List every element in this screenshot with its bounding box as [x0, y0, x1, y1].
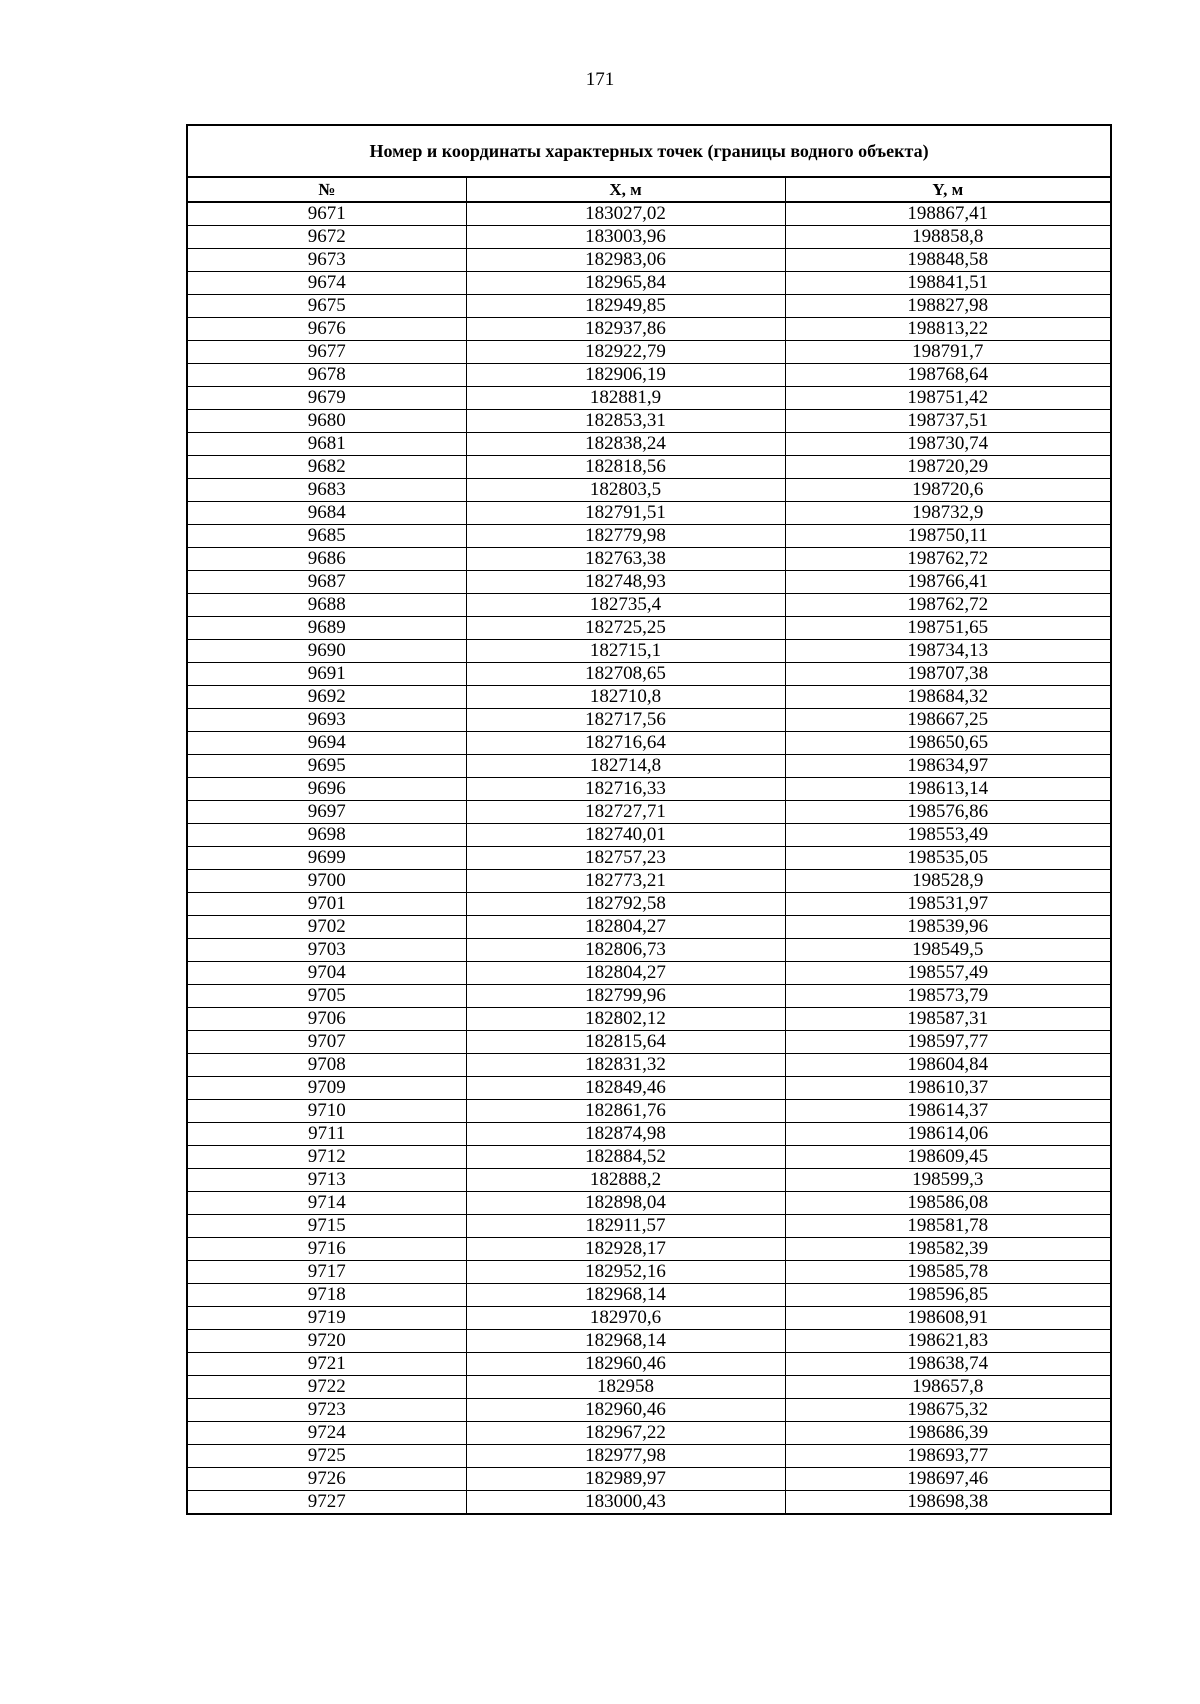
table-row: [187, 1077, 1111, 1100]
table-row: [187, 1192, 1111, 1215]
point-number-cell: 9680: [187, 410, 466, 433]
table-row: [187, 640, 1111, 663]
point-number-cell: 9694: [187, 732, 466, 755]
table-header-row: [187, 177, 1111, 202]
point-number-cell: 9689: [187, 617, 466, 640]
table-row: [187, 1031, 1111, 1054]
y-coordinate-cell: 198549,5: [785, 939, 1111, 962]
point-number-cell: 9727: [187, 1491, 466, 1515]
point-number-cell: 9696: [187, 778, 466, 801]
y-coordinate-cell: 198597,77: [785, 1031, 1111, 1054]
x-coordinate-cell: 182735,4: [466, 594, 785, 617]
table-row: [187, 364, 1111, 387]
point-number-cell: 9710: [187, 1100, 466, 1123]
x-coordinate-cell: 182849,46: [466, 1077, 785, 1100]
table-row: [187, 1238, 1111, 1261]
y-coordinate-cell: 198585,78: [785, 1261, 1111, 1284]
point-number-cell: 9699: [187, 847, 466, 870]
table-row: [187, 939, 1111, 962]
y-coordinate-cell: 198675,32: [785, 1399, 1111, 1422]
y-coordinate-cell: 198528,9: [785, 870, 1111, 893]
y-coordinate-cell: 198751,42: [785, 387, 1111, 410]
y-coordinate-cell: 198848,58: [785, 249, 1111, 272]
point-number-cell: 9702: [187, 916, 466, 939]
y-coordinate-cell: 198604,84: [785, 1054, 1111, 1077]
point-number-cell: 9712: [187, 1146, 466, 1169]
y-coordinate-cell: 198858,8: [785, 226, 1111, 249]
point-number-cell: 9706: [187, 1008, 466, 1031]
y-coordinate-cell: 198762,72: [785, 548, 1111, 571]
y-coordinate-cell: 198634,97: [785, 755, 1111, 778]
x-coordinate-cell: 182716,64: [466, 732, 785, 755]
y-coordinate-cell: 198573,79: [785, 985, 1111, 1008]
table-row: [187, 916, 1111, 939]
x-coordinate-cell: 182806,73: [466, 939, 785, 962]
point-number-cell: 9707: [187, 1031, 466, 1054]
table-row: [187, 1491, 1111, 1515]
x-coordinate-cell: 182888,2: [466, 1169, 785, 1192]
table-row: [187, 295, 1111, 318]
y-coordinate-cell: 198693,77: [785, 1445, 1111, 1468]
point-number-cell: 9695: [187, 755, 466, 778]
x-coordinate-cell: 182928,17: [466, 1238, 785, 1261]
x-coordinate-cell: 182968,14: [466, 1284, 785, 1307]
y-coordinate-cell: 198827,98: [785, 295, 1111, 318]
table-row: [187, 1215, 1111, 1238]
y-coordinate-cell: 198707,38: [785, 663, 1111, 686]
table-row: [187, 755, 1111, 778]
point-number-cell: 9676: [187, 318, 466, 341]
column-header-number: №: [187, 177, 466, 202]
x-coordinate-cell: 182792,58: [466, 893, 785, 916]
table-row: [187, 1008, 1111, 1031]
table-row: [187, 1054, 1111, 1077]
x-coordinate-cell: 182989,97: [466, 1468, 785, 1491]
y-coordinate-cell: 198667,25: [785, 709, 1111, 732]
x-coordinate-cell: 182725,25: [466, 617, 785, 640]
point-number-cell: 9693: [187, 709, 466, 732]
table-row: [187, 870, 1111, 893]
y-coordinate-cell: 198539,96: [785, 916, 1111, 939]
point-number-cell: 9714: [187, 1192, 466, 1215]
point-number-cell: 9708: [187, 1054, 466, 1077]
y-coordinate-cell: 198867,41: [785, 202, 1111, 226]
x-coordinate-cell: 182727,71: [466, 801, 785, 824]
x-coordinate-cell: 182763,38: [466, 548, 785, 571]
x-coordinate-cell: 182922,79: [466, 341, 785, 364]
point-number-cell: 9691: [187, 663, 466, 686]
point-number-cell: 9682: [187, 456, 466, 479]
x-coordinate-cell: 182970,6: [466, 1307, 785, 1330]
table-row: [187, 1307, 1111, 1330]
table-row: [187, 548, 1111, 571]
x-coordinate-cell: 182715,1: [466, 640, 785, 663]
x-coordinate-cell: 182803,5: [466, 479, 785, 502]
x-coordinate-cell: 182853,31: [466, 410, 785, 433]
y-coordinate-cell: 198734,13: [785, 640, 1111, 663]
x-coordinate-cell: 182884,52: [466, 1146, 785, 1169]
table-row: [187, 1284, 1111, 1307]
point-number-cell: 9715: [187, 1215, 466, 1238]
coordinates-table: [186, 124, 1112, 1515]
x-coordinate-cell: 182773,21: [466, 870, 785, 893]
point-number-cell: 9673: [187, 249, 466, 272]
point-number-cell: 9718: [187, 1284, 466, 1307]
x-coordinate-cell: 182881,9: [466, 387, 785, 410]
y-coordinate-cell: 198576,86: [785, 801, 1111, 824]
table-row: [187, 1100, 1111, 1123]
table-row: [187, 1422, 1111, 1445]
table-caption: Номер и координаты характерных точек (границы водного объекта): [187, 125, 1111, 177]
x-coordinate-cell: 182874,98: [466, 1123, 785, 1146]
point-number-cell: 9726: [187, 1468, 466, 1491]
y-coordinate-cell: 198697,46: [785, 1468, 1111, 1491]
y-coordinate-cell: 198610,37: [785, 1077, 1111, 1100]
x-coordinate-cell: 182960,46: [466, 1399, 785, 1422]
y-coordinate-cell: 198608,91: [785, 1307, 1111, 1330]
x-coordinate-cell: 182831,32: [466, 1054, 785, 1077]
x-coordinate-cell: 182977,98: [466, 1445, 785, 1468]
x-coordinate-cell: 182861,76: [466, 1100, 785, 1123]
x-coordinate-cell: 182983,06: [466, 249, 785, 272]
x-coordinate-cell: 182818,56: [466, 456, 785, 479]
y-coordinate-cell: 198813,22: [785, 318, 1111, 341]
x-coordinate-cell: 182968,14: [466, 1330, 785, 1353]
table-row: [187, 1445, 1111, 1468]
table-row: [187, 387, 1111, 410]
y-coordinate-cell: 198762,72: [785, 594, 1111, 617]
x-coordinate-cell: 183000,43: [466, 1491, 785, 1515]
point-number-cell: 9709: [187, 1077, 466, 1100]
x-coordinate-cell: 182714,8: [466, 755, 785, 778]
table-row: [187, 985, 1111, 1008]
y-coordinate-cell: 198553,49: [785, 824, 1111, 847]
point-number-cell: 9711: [187, 1123, 466, 1146]
x-coordinate-cell: 182967,22: [466, 1422, 785, 1445]
table-row: [187, 824, 1111, 847]
x-coordinate-cell: 182748,93: [466, 571, 785, 594]
x-coordinate-cell: 182802,12: [466, 1008, 785, 1031]
point-number-cell: 9717: [187, 1261, 466, 1284]
y-coordinate-cell: 198614,06: [785, 1123, 1111, 1146]
table-row: [187, 1376, 1111, 1399]
x-coordinate-cell: 182791,51: [466, 502, 785, 525]
point-number-cell: 9683: [187, 479, 466, 502]
y-coordinate-cell: 198609,45: [785, 1146, 1111, 1169]
point-number-cell: 9685: [187, 525, 466, 548]
point-number-cell: 9701: [187, 893, 466, 916]
point-number-cell: 9677: [187, 341, 466, 364]
table-row: [187, 571, 1111, 594]
x-coordinate-cell: 182757,23: [466, 847, 785, 870]
x-coordinate-cell: 182898,04: [466, 1192, 785, 1215]
table-row: [187, 893, 1111, 916]
table-row: [187, 709, 1111, 732]
point-number-cell: 9703: [187, 939, 466, 962]
x-coordinate-cell: 182708,65: [466, 663, 785, 686]
table-row: [187, 226, 1111, 249]
table-row: [187, 1330, 1111, 1353]
table-row: [187, 456, 1111, 479]
point-number-cell: 9716: [187, 1238, 466, 1261]
y-coordinate-cell: 198587,31: [785, 1008, 1111, 1031]
table-row: [187, 202, 1111, 226]
y-coordinate-cell: 198768,64: [785, 364, 1111, 387]
point-number-cell: 9692: [187, 686, 466, 709]
y-coordinate-cell: 198684,32: [785, 686, 1111, 709]
y-coordinate-cell: 198614,37: [785, 1100, 1111, 1123]
point-number-cell: 9724: [187, 1422, 466, 1445]
table-row: [187, 525, 1111, 548]
point-number-cell: 9679: [187, 387, 466, 410]
table-body: [187, 202, 1111, 1514]
x-coordinate-cell: 182960,46: [466, 1353, 785, 1376]
table-row: [187, 1468, 1111, 1491]
page-number: 171: [585, 69, 615, 90]
y-coordinate-cell: 198737,51: [785, 410, 1111, 433]
column-header-x: X, м: [466, 177, 785, 202]
y-coordinate-cell: 198596,85: [785, 1284, 1111, 1307]
y-coordinate-cell: 198751,65: [785, 617, 1111, 640]
y-coordinate-cell: 198732,9: [785, 502, 1111, 525]
y-coordinate-cell: 198720,29: [785, 456, 1111, 479]
y-coordinate-cell: 198557,49: [785, 962, 1111, 985]
table-row: [187, 962, 1111, 985]
table-row: [187, 433, 1111, 456]
y-coordinate-cell: 198582,39: [785, 1238, 1111, 1261]
table-row: [187, 617, 1111, 640]
table-row: [187, 272, 1111, 295]
y-coordinate-cell: 198841,51: [785, 272, 1111, 295]
point-number-cell: 9698: [187, 824, 466, 847]
table-row: [187, 1169, 1111, 1192]
point-number-cell: 9719: [187, 1307, 466, 1330]
y-coordinate-cell: 198650,65: [785, 732, 1111, 755]
x-coordinate-cell: 182799,96: [466, 985, 785, 1008]
point-number-cell: 9725: [187, 1445, 466, 1468]
x-coordinate-cell: 182838,24: [466, 433, 785, 456]
point-number-cell: 9700: [187, 870, 466, 893]
table-row: [187, 410, 1111, 433]
y-coordinate-cell: 198686,39: [785, 1422, 1111, 1445]
point-number-cell: 9674: [187, 272, 466, 295]
point-number-cell: 9686: [187, 548, 466, 571]
y-coordinate-cell: 198720,6: [785, 479, 1111, 502]
table-row: [187, 732, 1111, 755]
y-coordinate-cell: 198621,83: [785, 1330, 1111, 1353]
y-coordinate-cell: 198791,7: [785, 341, 1111, 364]
y-coordinate-cell: 198599,3: [785, 1169, 1111, 1192]
point-number-cell: 9704: [187, 962, 466, 985]
point-number-cell: 9671: [187, 202, 466, 226]
y-coordinate-cell: 198531,97: [785, 893, 1111, 916]
point-number-cell: 9672: [187, 226, 466, 249]
y-coordinate-cell: 198581,78: [785, 1215, 1111, 1238]
x-coordinate-cell: 182965,84: [466, 272, 785, 295]
point-number-cell: 9678: [187, 364, 466, 387]
x-coordinate-cell: 182906,19: [466, 364, 785, 387]
table-row: [187, 1353, 1111, 1376]
x-coordinate-cell: 182804,27: [466, 916, 785, 939]
y-coordinate-cell: 198613,14: [785, 778, 1111, 801]
point-number-cell: 9723: [187, 1399, 466, 1422]
y-coordinate-cell: 198698,38: [785, 1491, 1111, 1515]
x-coordinate-cell: 182949,85: [466, 295, 785, 318]
point-number-cell: 9687: [187, 571, 466, 594]
table-row: [187, 479, 1111, 502]
table-row: [187, 778, 1111, 801]
point-number-cell: 9681: [187, 433, 466, 456]
y-coordinate-cell: 198586,08: [785, 1192, 1111, 1215]
table-caption-row: [187, 125, 1111, 177]
x-coordinate-cell: 182740,01: [466, 824, 785, 847]
y-coordinate-cell: 198638,74: [785, 1353, 1111, 1376]
table-row: [187, 594, 1111, 617]
table-row: [187, 502, 1111, 525]
table-row: [187, 847, 1111, 870]
table-row: [187, 801, 1111, 824]
point-number-cell: 9684: [187, 502, 466, 525]
point-number-cell: 9690: [187, 640, 466, 663]
x-coordinate-cell: 182911,57: [466, 1215, 785, 1238]
y-coordinate-cell: 198535,05: [785, 847, 1111, 870]
y-coordinate-cell: 198766,41: [785, 571, 1111, 594]
x-coordinate-cell: 182716,33: [466, 778, 785, 801]
table-row: [187, 341, 1111, 364]
x-coordinate-cell: 182779,98: [466, 525, 785, 548]
point-number-cell: 9688: [187, 594, 466, 617]
point-number-cell: 9705: [187, 985, 466, 1008]
x-coordinate-cell: 182952,16: [466, 1261, 785, 1284]
column-header-y: Y, м: [785, 177, 1111, 202]
point-number-cell: 9722: [187, 1376, 466, 1399]
table-row: [187, 1261, 1111, 1284]
x-coordinate-cell: 183003,96: [466, 226, 785, 249]
x-coordinate-cell: 182804,27: [466, 962, 785, 985]
y-coordinate-cell: 198750,11: [785, 525, 1111, 548]
point-number-cell: 9720: [187, 1330, 466, 1353]
point-number-cell: 9721: [187, 1353, 466, 1376]
y-coordinate-cell: 198657,8: [785, 1376, 1111, 1399]
point-number-cell: 9697: [187, 801, 466, 824]
x-coordinate-cell: 182815,64: [466, 1031, 785, 1054]
table-row: [187, 1146, 1111, 1169]
x-coordinate-cell: 183027,02: [466, 202, 785, 226]
x-coordinate-cell: 182717,56: [466, 709, 785, 732]
table-row: [187, 318, 1111, 341]
table-row: [187, 663, 1111, 686]
point-number-cell: 9713: [187, 1169, 466, 1192]
table-row: [187, 686, 1111, 709]
x-coordinate-cell: 182958: [466, 1376, 785, 1399]
x-coordinate-cell: 182710,8: [466, 686, 785, 709]
point-number-cell: 9675: [187, 295, 466, 318]
table-row: [187, 249, 1111, 272]
table-row: [187, 1399, 1111, 1422]
table-row: [187, 1123, 1111, 1146]
coordinates-table-container: [186, 124, 1110, 1515]
y-coordinate-cell: 198730,74: [785, 433, 1111, 456]
x-coordinate-cell: 182937,86: [466, 318, 785, 341]
